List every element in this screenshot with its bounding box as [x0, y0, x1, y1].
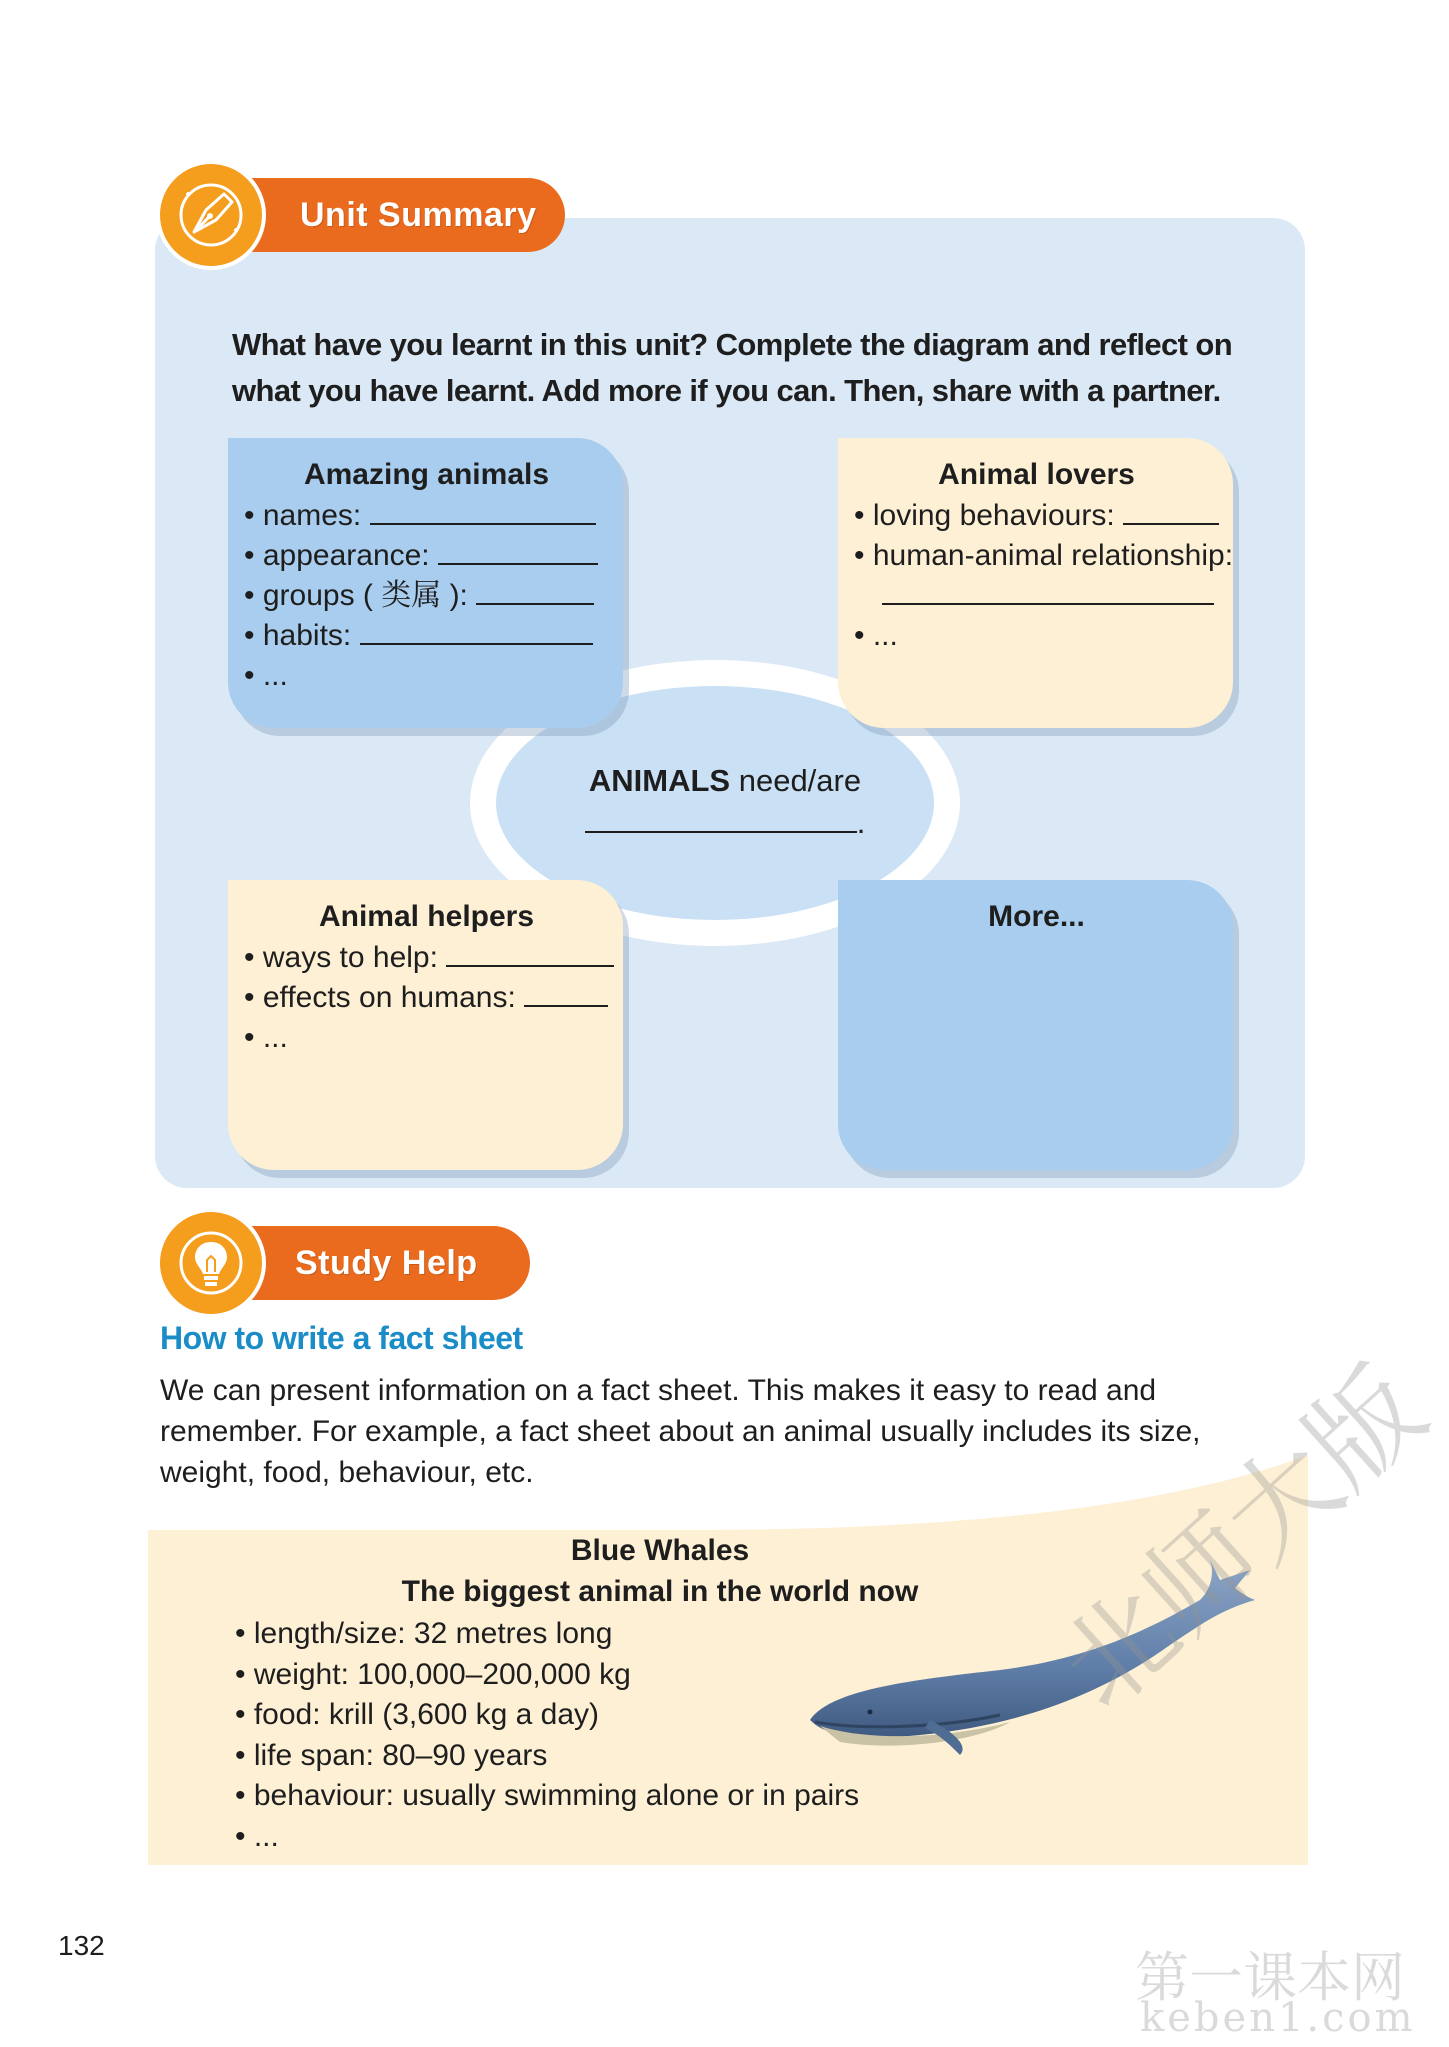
list-item: • ... [854, 616, 1219, 656]
amazing-animals-title: Amazing animals [303, 458, 550, 491]
list-item: • weight: 100,000–200,000 kg [235, 1655, 859, 1696]
list-item: • names: [244, 496, 609, 536]
answer-blank[interactable] [438, 537, 598, 565]
list-item: • habits: [244, 616, 609, 656]
list-item: • loving behaviours: [854, 496, 1219, 536]
center-bold: ANIMALS [588, 763, 731, 798]
answer-blank[interactable] [370, 497, 596, 525]
lightbulb-icon [176, 1228, 246, 1298]
lightbulb-badge [160, 1212, 262, 1314]
center-prompt: ANIMALS need/are . [560, 760, 890, 844]
watermark-vertical: 北师大版 [1036, 1343, 1449, 1733]
answer-blank[interactable] [360, 617, 593, 645]
answer-blank[interactable] [446, 939, 614, 967]
list-item: • groups ( 类属 ): [244, 576, 609, 616]
center-blank[interactable] [585, 805, 857, 833]
list-item: • ... [244, 656, 609, 696]
list-item: • ... [244, 1018, 609, 1058]
answer-blank[interactable] [524, 979, 608, 1007]
watermark-url: keben1.com [1140, 1995, 1416, 2041]
list-item: • ... [235, 1817, 859, 1858]
watermark-cn: 第一课本网 [1135, 1946, 1405, 2009]
page-number: 132 [58, 1930, 105, 1961]
study-help-title: Study Help [295, 1243, 478, 1282]
center-rest: need/are [730, 763, 862, 798]
answer-blank[interactable] [476, 577, 594, 605]
blue-whales-subtitle: The biggest animal in the world now [401, 1575, 919, 1608]
blue-whales-title: Blue Whales [570, 1534, 750, 1567]
more-box [838, 880, 1233, 1170]
list-item: • appearance: [244, 536, 609, 576]
list-item: • effects on humans: [244, 978, 609, 1018]
list-item-continuation [854, 576, 1219, 616]
amazing-animals-box [228, 438, 623, 728]
pen-badge [160, 164, 262, 266]
pen-nib-icon [176, 180, 246, 250]
answer-blank[interactable] [1123, 497, 1219, 525]
animal-helpers-title: Animal helpers [318, 900, 535, 933]
list-item: • food: krill (3,600 kg a day) [235, 1695, 859, 1736]
list-item: • behaviour: usually swimming alone or in pairs [235, 1776, 859, 1817]
fact-sheet-paragraph: We can present information on a fact sheet. This makes it easy to read and remember. For example, a fact sheet about an animal usually includes its size, weight, food, behaviour, etc. [160, 1374, 1201, 1489]
unit-summary-title: Unit Summary [300, 195, 537, 234]
fact-sheet-subheading: How to write a fact sheet [160, 1320, 523, 1356]
animal-lovers-title: Animal lovers [938, 458, 1135, 491]
list-item: • length/size: 32 metres long [235, 1614, 859, 1655]
animal-helpers-box [228, 880, 623, 1170]
list-item: • ways to help: [244, 938, 609, 978]
list-item: • human-animal relationship: [854, 536, 1219, 576]
unit-summary-instruction: What have you learnt in this unit? Complete the diagram and reflect on what you have learnt. Add more if you can. Then, share with a partner. [232, 327, 1233, 408]
animal-lovers-box [838, 438, 1233, 728]
list-item: • life span: 80–90 years [235, 1736, 859, 1777]
more-title: More... [988, 900, 1085, 933]
study-help-banner [215, 1226, 530, 1300]
unit-summary-banner [215, 178, 565, 252]
fact-list [235, 1614, 859, 1857]
answer-blank[interactable] [882, 577, 1214, 605]
